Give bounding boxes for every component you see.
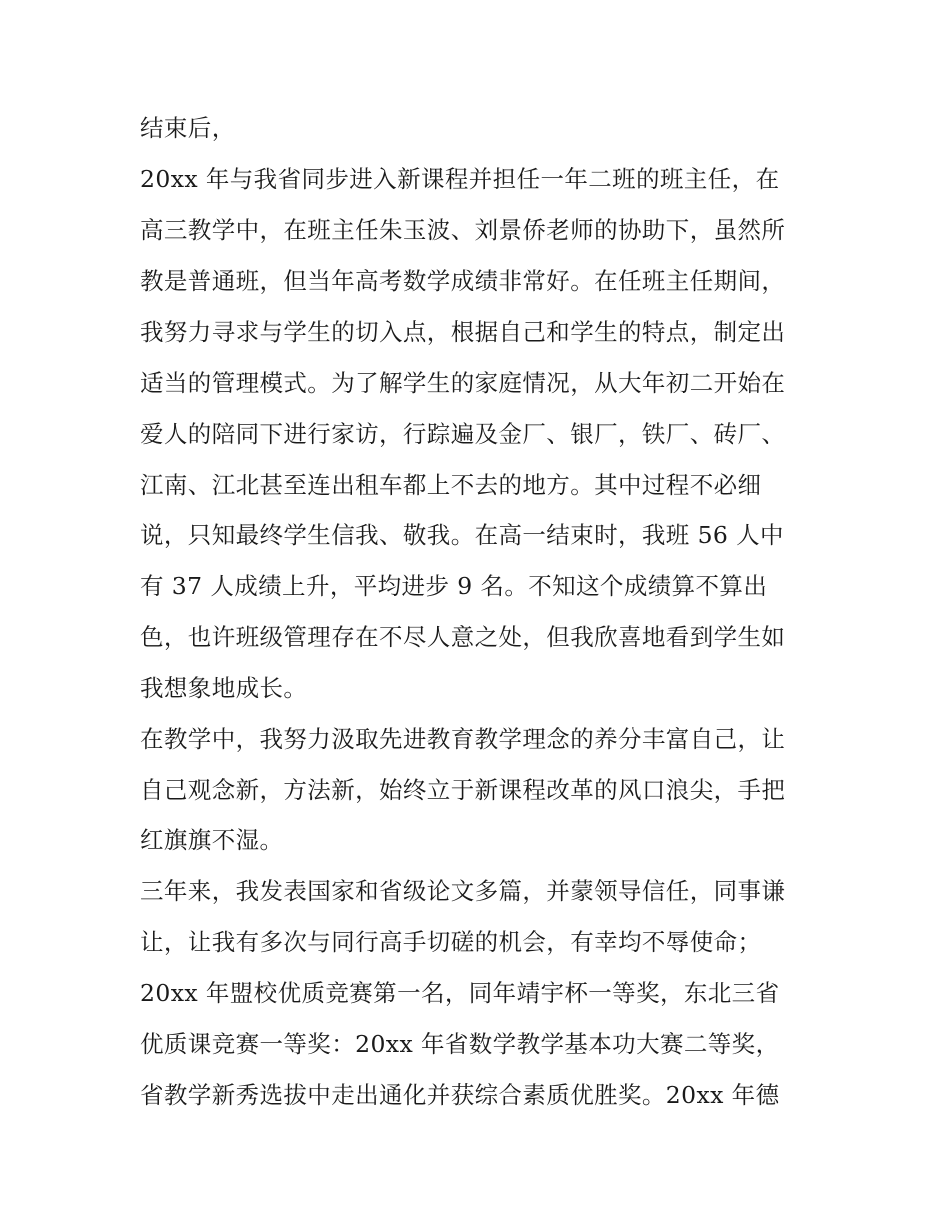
text-line: 说，只知最终学生信我、敬我。在高一结束时，我班 56 人中 [140, 521, 784, 549]
text-line: 适当的管理模式。为了解学生的家庭情况，从大年初二开始在 [140, 369, 786, 397]
text-line: 优质课竞赛一等奖：20xx 年省数学教学基本功大赛二等奖， [140, 1030, 780, 1058]
text-line: 教是普通班，但当年高考数学成绩非常好。在任班主任期间， [140, 267, 786, 295]
text-line: 自己观念新，方法新，始终立于新课程改革的风口浪尖，手把 [140, 776, 786, 804]
text-line: 江南、江北甚至连出租车都上不去的地方。其中过程不必细 [140, 471, 762, 499]
text-line: 省教学新秀选拔中走出通化并获综合素质优胜奖。20xx 年德 [140, 1081, 780, 1109]
text-line: 在教学中，我努力汲取先进教育教学理念的养分丰富自己，让 [140, 725, 786, 753]
text-line: 20xx 年盟校优质竞赛第一名，同年靖宇杯一等奖，东北三省 [140, 979, 780, 1007]
text-line: 爱人的陪同下进行家访，行踪遍及金厂、银厂，铁厂、砖厂、 [140, 420, 786, 448]
text-line: 红旗旗不湿。 [140, 826, 284, 854]
text-line: 我想象地成长。 [140, 674, 308, 702]
text-line: 结束后， [140, 114, 236, 142]
text-line: 有 37 人成绩上升，平均进步 9 名。不知这个成绩算不算出 [140, 572, 768, 600]
text-line: 20xx 年与我省同步进入新课程并担任一年二班的班主任，在 [140, 165, 780, 193]
text-line: 高三教学中，在班主任朱玉波、刘景侨老师的协助下，虽然所 [140, 216, 786, 244]
text-line: 三年来，我发表国家和省级论文多篇，并蒙领导信任，同事谦 [140, 877, 786, 905]
text-line: 色，也许班级管理存在不尽人意之处，但我欣喜地看到学生如 [140, 623, 786, 651]
text-line: 让，让我有多次与同行高手切磋的机会，有幸均不辱使命； [140, 928, 762, 956]
text-line: 我努力寻求与学生的切入点，根据自己和学生的特点，制定出 [140, 318, 786, 346]
